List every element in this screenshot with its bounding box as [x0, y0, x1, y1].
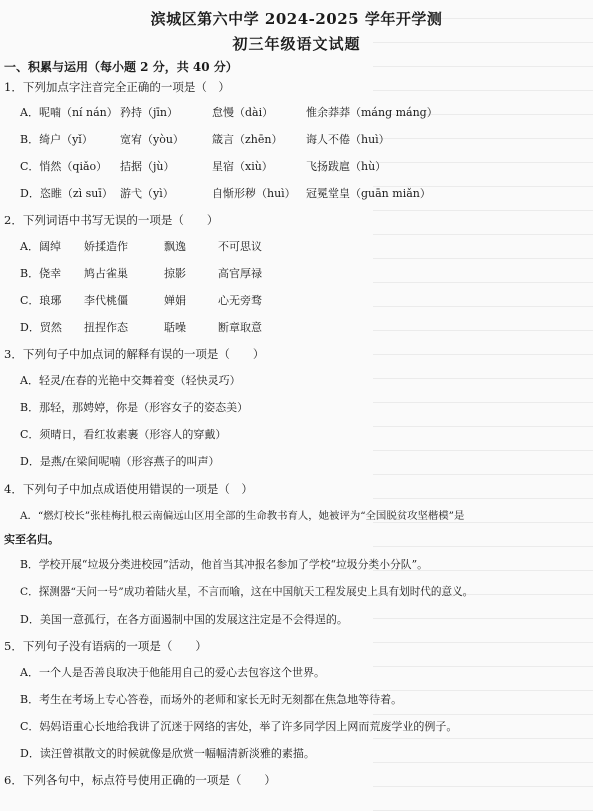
q1-option-a: A．呢喃（ní nán） 矜持（jīn） 怠慢（dài） 惟余莽莽（máng máng） — [20, 106, 438, 119]
q1-option-c: C．悄然（qiǎo） 拮据（jù） 星宿（xiù） 飞扬跋扈（hù） — [20, 160, 387, 173]
q3-option-b: B．那轻，那娉婷，你是（形容女子的姿态美） — [20, 401, 249, 414]
q3-option-d: D．是燕/在梁间呢喃（形容燕子的叫声） — [20, 455, 220, 468]
q3-option-c: C．须晴日，看红妆素裹（形容人的穿戴） — [20, 428, 227, 441]
q4-option-a-continued: 实至名归。 — [4, 533, 59, 546]
q5-option-c: C．妈妈语重心长地给我讲了沉迷于网络的害处，举了许多同学因上网而荒废学业的例子。 — [20, 720, 458, 733]
q4-option-b: B．学校开展“垃圾分类进校园”活动，他首当其冲报名参加了学校“垃圾分类小分队”。 — [20, 558, 428, 571]
question-5-stem: 5．下列句子没有语病的一项是（ ） — [4, 639, 207, 653]
q5-option-a: A．一个人是否善良取决于他能用自己的爱心去包容这个世界。 — [20, 666, 325, 679]
exam-title: 滨城区第六中学 2024-2025 学年开学测 — [150, 10, 443, 28]
q4-option-c: C．探测器“天问一号”成功着陆火星，不言而喻，这在中国航天工程发展史上具有划时代的意义。 — [20, 586, 474, 598]
q1-option-b: B．绮户（yǐ） 宽宥（yòu） 箴言（zhēn） 诲人不倦（huì） — [20, 133, 390, 146]
bleed-through-texture — [373, 0, 593, 811]
q2-option-c: C．琅琊 李代桃僵 婵娟 心无旁骛 — [20, 294, 262, 307]
question-3-stem: 3．下列句子中加点词的解释有误的一项是（ ） — [4, 347, 265, 361]
question-4-stem: 4．下列句子中加点成语使用错误的一项是（ ） — [4, 482, 253, 496]
q2-option-b: B．侥幸 鸠占雀巢 掠影 高官厚禄 — [20, 267, 262, 280]
exam-subtitle: 初三年级语文试题 — [232, 35, 361, 53]
q2-option-a: A．阔绰 娇揉造作 飘逸 不可思议 — [20, 240, 262, 253]
question-1-stem: 1．下列加点字注音完全正确的一项是（ ） — [4, 80, 230, 94]
q4-option-a: A．“燃灯校长”张桂梅扎根云南偏远山区用全部的生命教书育人，她被评为“全国脱贫攻坚楷模”是 — [20, 510, 465, 522]
question-6-stem: 6．下列各句中，标点符号使用正确的一项是（ ） — [4, 773, 276, 787]
q5-option-b: B．考生在考场上专心答卷，而场外的老师和家长无时无刻都在焦急地等待着。 — [20, 693, 403, 706]
q3-option-a: A．轻灵/在春的光艳中交舞着变（轻快灵巧） — [20, 374, 241, 387]
q5-option-d: D．读汪曾祺散文的时候就像是欣赏一幅幅清新淡雅的素描。 — [20, 747, 315, 760]
question-2-stem: 2．下列词语中书写无误的一项是（ ） — [4, 213, 219, 227]
q4-option-d: D．美国一意孤行，在各方面遏制中国的发展这注定是不会得逞的。 — [20, 613, 348, 626]
q2-option-d: D．贸然 扭捏作态 聒噪 断章取意 — [20, 321, 262, 334]
q1-option-d: D．恣睢（zì suī） 游弋（yì） 自惭形秽（huì） 冠冕堂皇（guān miǎn） — [20, 187, 431, 200]
section-heading: 一、积累与运用（每小题 2 分，共 40 分） — [4, 60, 238, 74]
